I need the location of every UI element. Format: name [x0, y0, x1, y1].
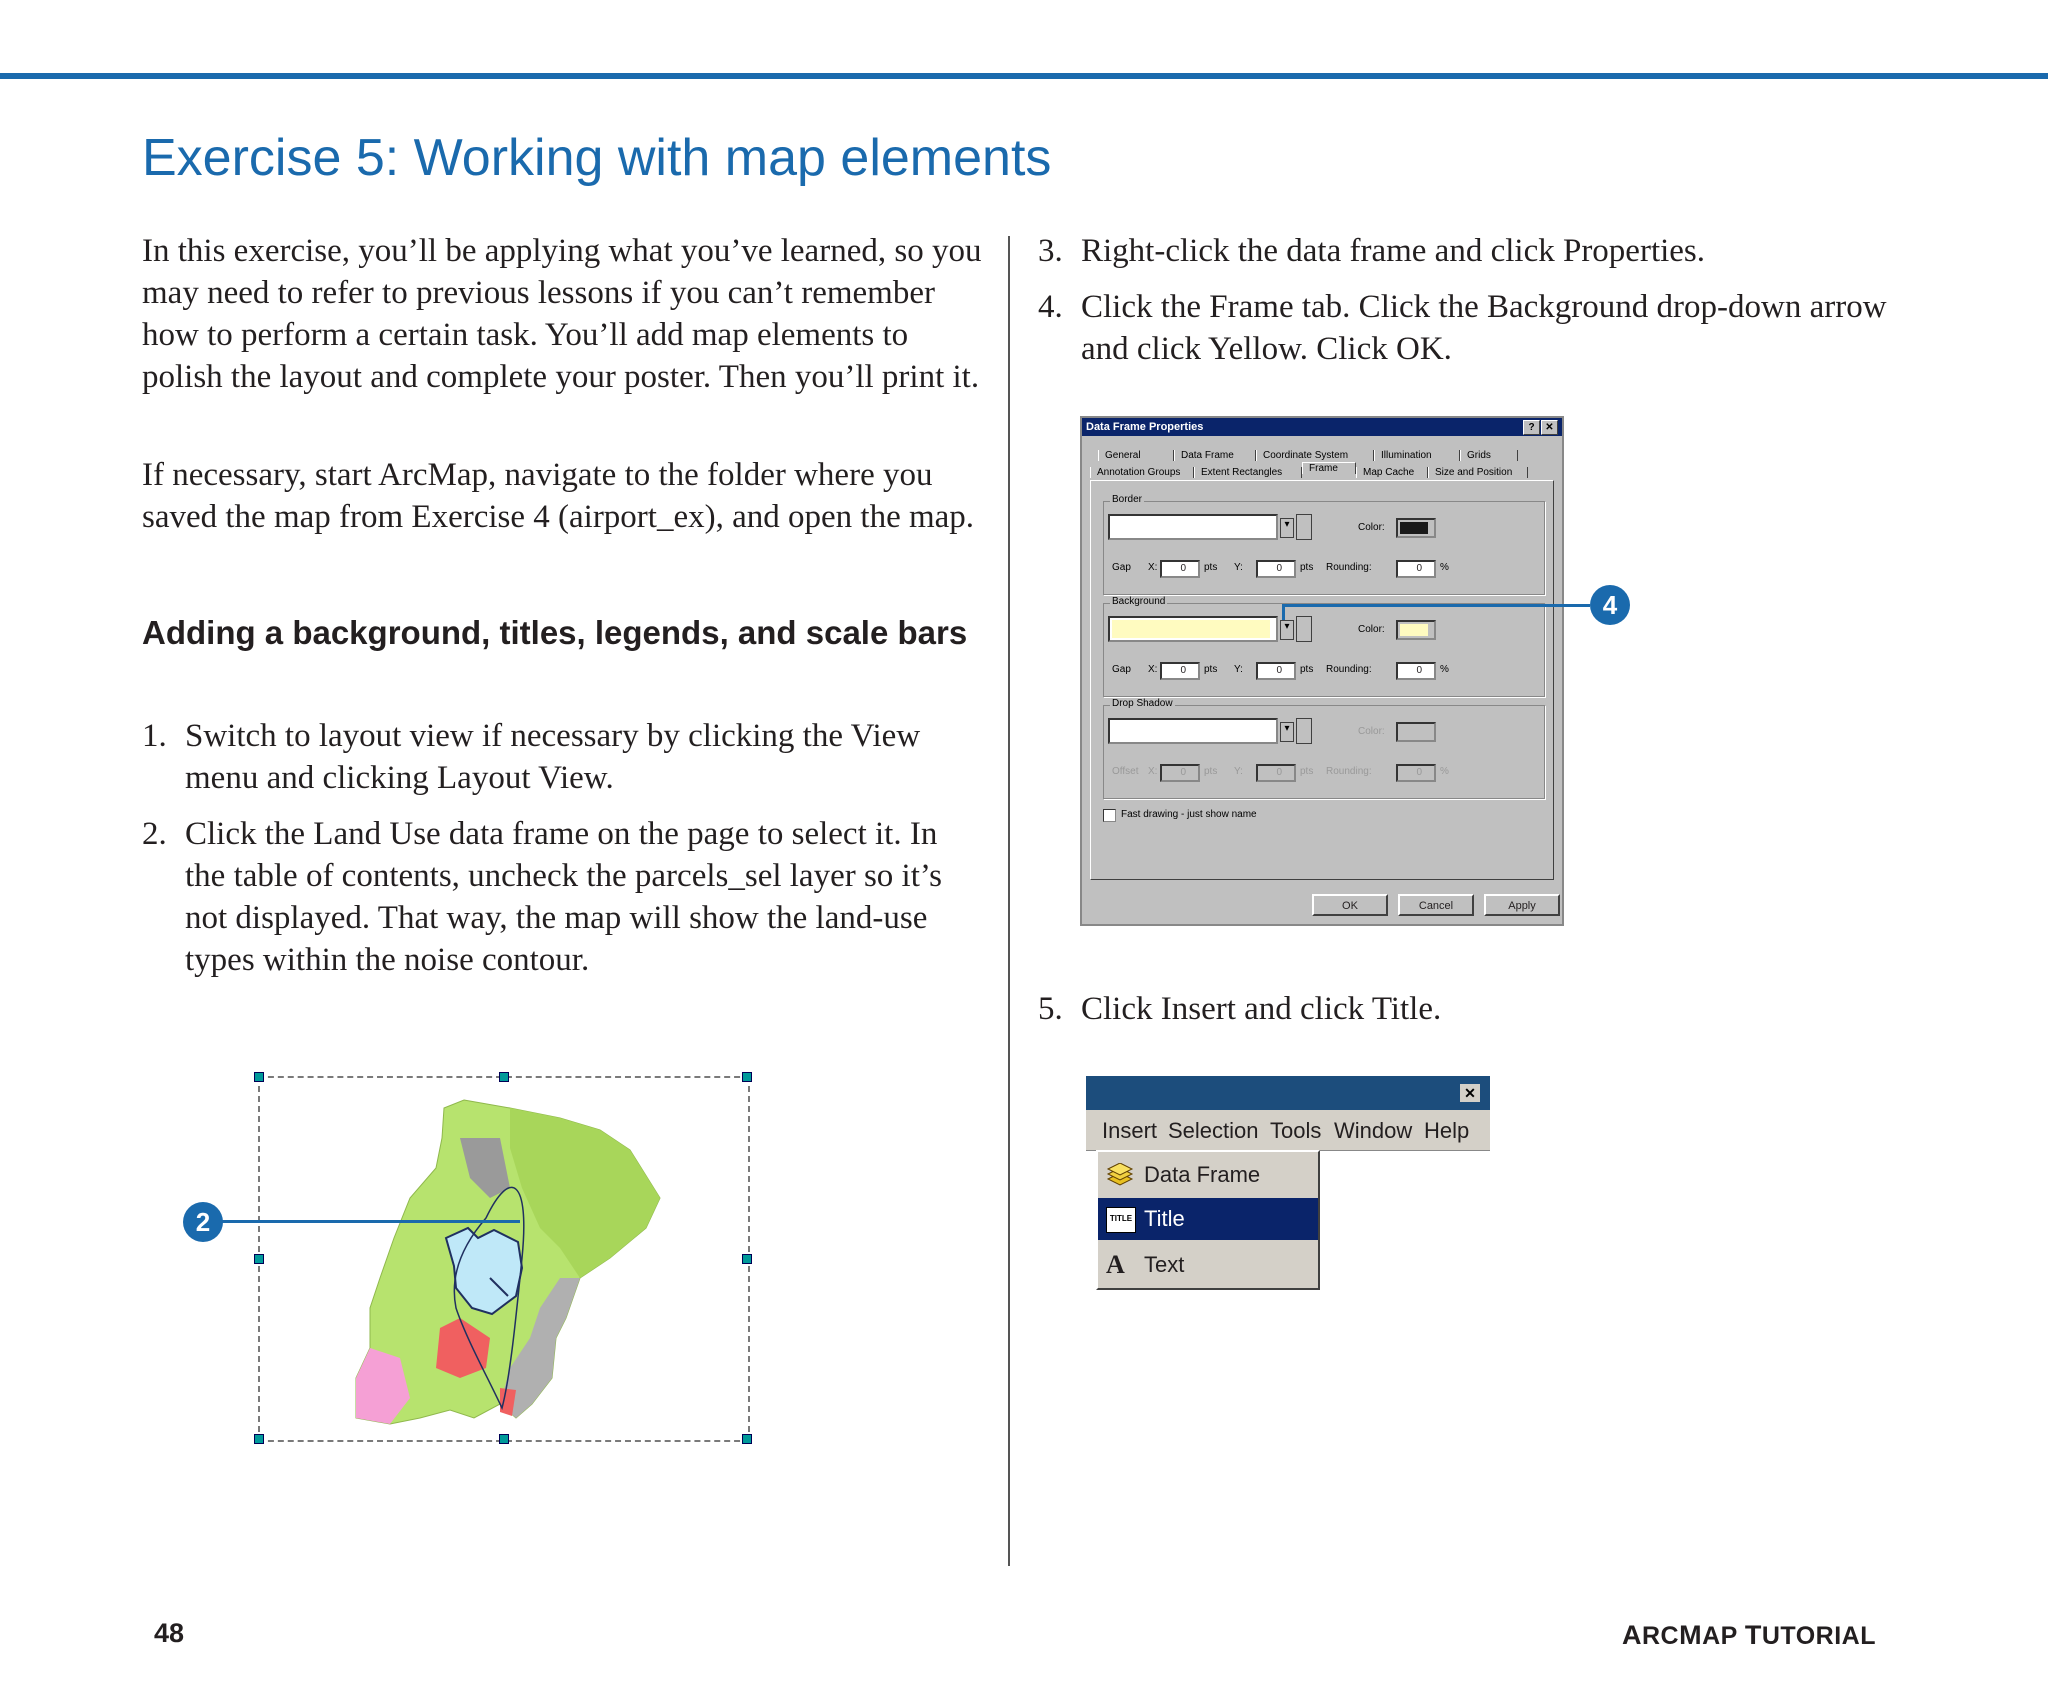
shadow-x-units: pts	[1204, 766, 1218, 777]
background-y-units: pts	[1300, 664, 1314, 675]
intro-paragraph-1: In this exercise, you’ll be applying what you’ve learned, so you may need to refer to previous lessons if you can’t remember how to perform a certain task. You’ll add map elements to polish the layout and complete your poster. Then you’ll print it.	[142, 233, 982, 395]
dialog-title-bar	[1082, 418, 1562, 436]
border-style-select[interactable]	[1108, 514, 1278, 540]
shadow-color-swatch	[1396, 722, 1436, 742]
background-gap-label: Gap	[1112, 664, 1131, 675]
border-rounding-label: Rounding:	[1326, 562, 1372, 573]
menu-tools[interactable]: Tools	[1270, 1118, 1322, 1143]
border-color-swatch[interactable]	[1396, 518, 1436, 538]
step-3-text: Right-click the data frame and click Properties.	[1081, 233, 1706, 269]
background-y-spinner[interactable]: 0	[1256, 662, 1296, 680]
background-color-fill	[1400, 624, 1428, 636]
tab-grids[interactable]: Grids	[1460, 450, 1518, 461]
menu-selection[interactable]: Selection	[1168, 1118, 1259, 1143]
frame-tab-panel	[1090, 480, 1554, 880]
data-frame-properties-dialog	[1080, 416, 1564, 926]
shadow-rounding-spinner: 0	[1396, 764, 1436, 782]
background-rounding-label: Rounding:	[1326, 664, 1372, 675]
callout-2-marker: 2	[183, 1202, 223, 1242]
shadow-x-spinner: 0	[1160, 764, 1200, 782]
border-x-label: X:	[1148, 562, 1158, 573]
step-4-text: Click the Frame tab. Click the Background drop-down arrow and click Yellow. Click OK.	[1081, 289, 1887, 367]
border-y-label: Y:	[1234, 562, 1243, 573]
tab-size-and-position[interactable]: Size and Position	[1428, 467, 1528, 478]
border-x-units: pts	[1204, 562, 1218, 573]
page-title: Exercise 5: Working with map elements	[142, 129, 1052, 187]
callout-4-marker: 4	[1590, 585, 1630, 625]
menu-item-label: Text	[1144, 1252, 1185, 1277]
menu-item-label: Title	[1144, 1206, 1185, 1231]
callout-2-leader	[222, 1220, 520, 1223]
menu-item-title[interactable]	[1098, 1198, 1318, 1240]
border-y-spinner[interactable]: 0	[1256, 560, 1296, 578]
data-frame-icon	[1106, 1163, 1134, 1187]
dialog-title: Data Frame Properties	[1086, 421, 1204, 433]
background-y-label: Y:	[1234, 664, 1243, 675]
window-title-bar	[1086, 1076, 1490, 1110]
callout-4-leader	[1284, 604, 1590, 607]
border-color-label: Color:	[1358, 522, 1385, 533]
top-rule	[0, 73, 2048, 79]
step-1	[142, 715, 972, 799]
intro-paragraph-2: If necessary, start ArcMap, navigate to the folder where you saved the map from Exercise 4 (airport_ex), and open the map.	[142, 457, 975, 535]
step-3-number: 3.	[1038, 233, 1063, 269]
tab-annotation-groups[interactable]: Annotation Groups	[1090, 467, 1194, 478]
chevron-down-icon[interactable]: ▾	[1280, 620, 1294, 640]
book-title-part: A	[1622, 1620, 1642, 1650]
background-style-select[interactable]	[1108, 616, 1278, 642]
step-1-text: Switch to layout view if necessary by clicking the View menu and clicking Layout View.	[185, 718, 921, 796]
border-group	[1103, 494, 1545, 595]
border-gap-label: Gap	[1112, 562, 1131, 573]
land-use-map	[260, 1078, 748, 1440]
book-title	[1622, 1620, 1876, 1651]
shadow-x-label: X:	[1148, 766, 1158, 777]
shadow-style-select[interactable]	[1108, 718, 1278, 744]
map-data-frame[interactable]	[258, 1076, 750, 1442]
ok-button[interactable]: OK	[1312, 894, 1388, 916]
tab-coordinate-system[interactable]: Coordinate System	[1256, 450, 1374, 461]
tab-general[interactable]: General	[1098, 450, 1174, 461]
close-icon[interactable]: ✕	[1460, 1084, 1480, 1102]
book-title-part: M	[1679, 1620, 1703, 1650]
help-button[interactable]: ?	[1523, 420, 1540, 435]
border-label: Border	[1112, 494, 1143, 505]
background-color-label: Color:	[1358, 624, 1385, 635]
background-rounding-units: %	[1440, 664, 1449, 675]
step-1-number: 1.	[142, 718, 167, 754]
tab-map-cache[interactable]: Map Cache	[1356, 467, 1428, 478]
tab-illumination[interactable]: Illumination	[1374, 450, 1460, 461]
tab-extent-rectangles[interactable]: Extent Rectangles	[1194, 467, 1302, 478]
menu-item-label: Data Frame	[1144, 1162, 1261, 1187]
fast-drawing-checkbox[interactable]	[1103, 809, 1116, 822]
symbol-selector-icon[interactable]	[1296, 616, 1312, 642]
border-color-fill	[1400, 522, 1428, 534]
arcmap-menu-screenshot	[1086, 1076, 1490, 1296]
shadow-rounding-label: Rounding:	[1326, 766, 1372, 777]
insert-dropdown	[1096, 1150, 1320, 1290]
shadow-y-spinner: 0	[1256, 764, 1296, 782]
tab-row-1	[1098, 450, 1518, 461]
menu-insert[interactable]: Insert	[1102, 1118, 1158, 1143]
step-2	[142, 813, 972, 981]
menu-help[interactable]: Help	[1424, 1118, 1470, 1143]
background-x-spinner[interactable]: 0	[1160, 662, 1200, 680]
shadow-offset-label: Offset	[1112, 766, 1139, 777]
book-title-part: RC	[1642, 1622, 1680, 1650]
shadow-y-label: Y:	[1234, 766, 1243, 777]
book-title-part: UTORIAL	[1761, 1622, 1876, 1650]
menu-bar	[1086, 1110, 1490, 1151]
shadow-color-label: Color:	[1358, 726, 1385, 737]
step-2-number: 2.	[142, 816, 167, 852]
menu-window[interactable]: Window	[1334, 1118, 1413, 1143]
drop-shadow-group	[1103, 698, 1545, 799]
background-color-swatch[interactable]	[1396, 620, 1436, 640]
column-divider	[1008, 236, 1010, 1566]
border-rounding-spinner[interactable]: 0	[1396, 560, 1436, 578]
step-5-number: 5.	[1038, 991, 1063, 1027]
step-5-text: Click Insert and click Title.	[1081, 991, 1442, 1027]
apply-button[interactable]: Apply	[1484, 894, 1560, 916]
step-4-number: 4.	[1038, 289, 1063, 325]
tab-data-frame[interactable]: Data Frame	[1174, 450, 1256, 461]
border-x-spinner[interactable]: 0	[1160, 560, 1200, 578]
tab-row-2	[1090, 463, 1528, 478]
text-icon: A	[1106, 1250, 1125, 1279]
border-rounding-units: %	[1440, 562, 1449, 573]
background-x-units: pts	[1204, 664, 1218, 675]
background-fill-preview	[1112, 620, 1270, 638]
section-subhead: Adding a background, titles, legends, and scale bars	[142, 614, 968, 651]
cancel-button[interactable]: Cancel	[1398, 894, 1474, 916]
book-title-part: T	[1744, 1620, 1762, 1650]
drop-shadow-label: Drop Shadow	[1112, 698, 1173, 709]
fast-drawing-label: Fast drawing - just show name	[1121, 809, 1257, 820]
menu-item-data-frame[interactable]	[1098, 1154, 1318, 1196]
chevron-down-icon[interactable]: ▾	[1280, 518, 1294, 538]
background-x-label: X:	[1148, 664, 1158, 675]
callout-4-leader-tick	[1282, 604, 1285, 620]
symbol-selector-icon[interactable]	[1296, 718, 1312, 744]
shadow-rounding-units: %	[1440, 766, 1449, 777]
background-group	[1103, 596, 1545, 697]
menu-item-text[interactable]	[1098, 1244, 1318, 1286]
step-5	[1038, 988, 1898, 1030]
background-label: Background	[1112, 596, 1166, 607]
shadow-y-units: pts	[1300, 766, 1314, 777]
close-button[interactable]: ✕	[1541, 420, 1558, 435]
border-y-units: pts	[1300, 562, 1314, 573]
step-3	[1038, 230, 1938, 272]
step-2-text: Click the Land Use data frame on the page to select it. In the table of contents, uncheck the parcels_sel layer so it’s not displayed. That way, the map will show the land-use types within the noise contour.	[185, 816, 942, 978]
title-icon: TITLE	[1106, 1207, 1136, 1233]
chevron-down-icon[interactable]: ▾	[1280, 722, 1294, 742]
book-title-part: AP	[1702, 1622, 1745, 1650]
page-number: 48	[154, 1618, 185, 1648]
background-rounding-spinner[interactable]: 0	[1396, 662, 1436, 680]
symbol-selector-icon[interactable]	[1296, 514, 1312, 540]
tab-frame[interactable]: Frame	[1302, 462, 1356, 474]
step-4	[1038, 286, 1898, 370]
